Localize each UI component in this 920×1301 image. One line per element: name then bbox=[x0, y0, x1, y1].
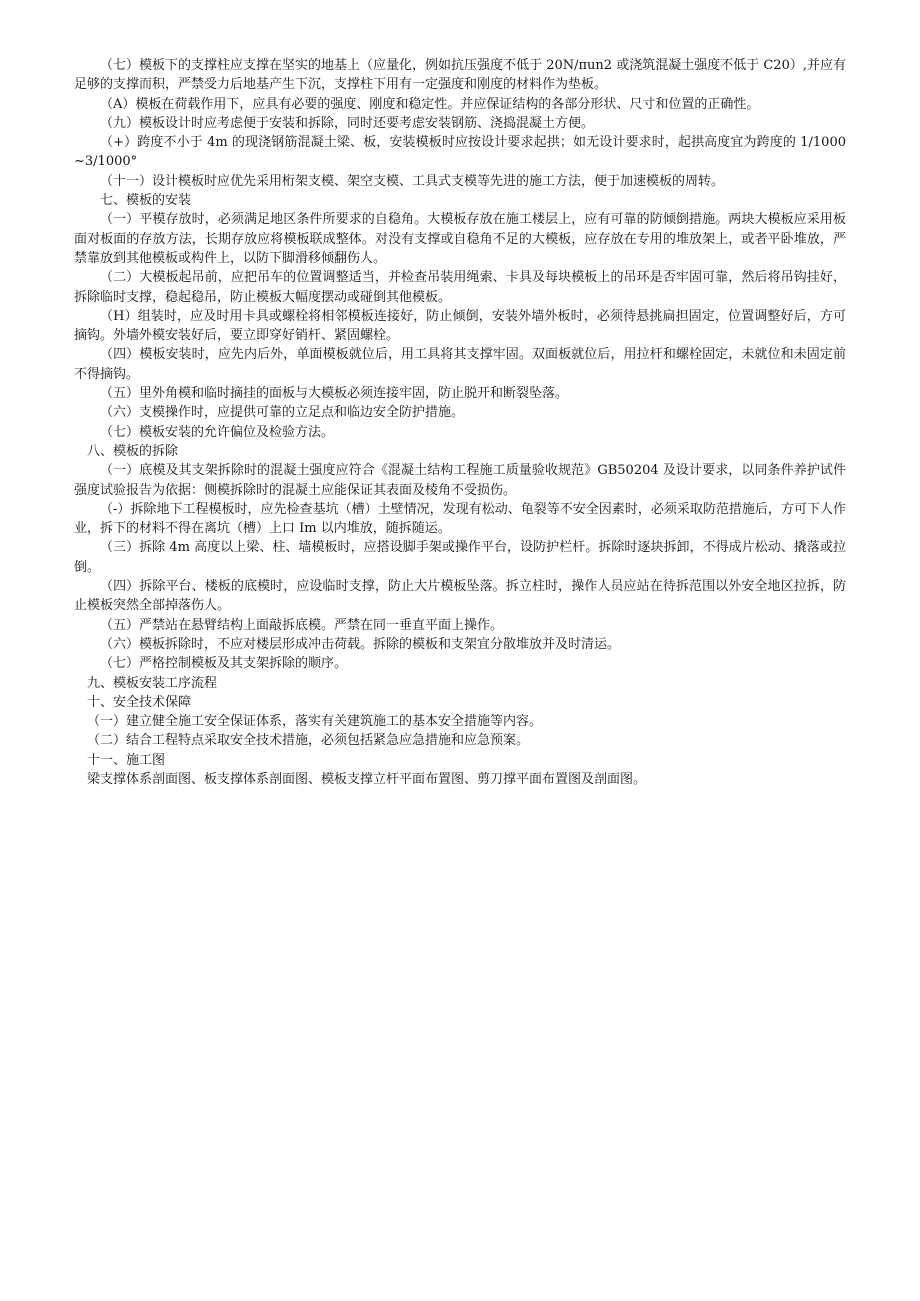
paragraph: （十一）设计模板时应优先采用桁架支模、架空支模、工具式支模等先进的施工方法，便于加速模板的周转。 bbox=[100, 173, 725, 189]
paragraph: （A）模板在荷载作用下，应具有必要的强度、刚度和稳定性。并应保证结构的各部分形状、尺寸和位置的正确性。 bbox=[100, 96, 760, 112]
section-heading: 七、模板的安装 bbox=[100, 193, 192, 209]
section-heading: （二）结合工程特点采取安全技术措施，必须包括紧急应急措施和应急预案。 bbox=[87, 733, 530, 749]
paragraph: （二）大模板起吊前，应把吊车的位置调整适当，并检查吊装用绳索、卡具及每块模板上的吊环是否牢固可靠，然后将吊钩挂好，拆除临时支撑，稳起稳吊，防止模板大幅度摆动或碰倒其他模板。 bbox=[74, 270, 846, 305]
paragraph: （三）拆除 4m 高度以上梁、柱、墙模板时，应搭设脚手架或操作平台，设防护栏杆。拆除时逐块拆卸，不得成片松动、撬落或拉倒。 bbox=[74, 540, 846, 575]
paragraph: （一）平模存放时，必须满足地区条件所要求的自稳角。大模板存放在施工楼层上，应有可靠的防倾倒措施。两块大模板应采用板面对板面的存放方法，长期存放应将模板联成整体。对没有支撑或自稳角不足的大模板，应存放在专用的堆放架上，或者平卧堆放，严禁靠放到其他模板或构件上，以防下脚滑移倾翻伤人。 bbox=[74, 212, 846, 266]
paragraph: （四）拆除平台、楼板的底模时，应设临时支撑，防止大片模板坠落。拆立柱时，操作人员应站在待拆范围以外安全地区拉拆，防止模板突然全部掉落伤人。 bbox=[74, 579, 846, 614]
paragraph: （H）组装时，应及时用卡具或螺栓将相邻模板连接好，防止倾倒，安装外墙外板时，必须待悬挑扁担固定，位置调整好后，方可摘钩。外墙外模安装好后，要立即穿好销杆、紧固螺栓。 bbox=[74, 308, 846, 344]
paragraph: （+）跨度不小于 4m 的现浇钢筋混凝土梁、板，安装模板时应按设计要求起拱；如无设计要求时，起拱高度宜为跨度的 1∕1000~3∕1000° bbox=[74, 135, 846, 170]
paragraph: （六）模板拆除时，不应对楼层形成冲击荷载。拆除的模板和支架宜分散堆放并及时清运。 bbox=[100, 636, 621, 652]
section-heading: 八、模板的拆除 bbox=[87, 443, 179, 459]
section-heading: 十一、施工图 bbox=[87, 752, 166, 768]
section-heading: 梁支撑体系剖面图、板支撑体系剖面图、模板支撑立杆平面布置图、剪刀撑平面布置图及剖面图。 bbox=[87, 771, 647, 787]
paragraph: （七）模板下的支撑柱应支撑在坚实的地基上（应量化，例如抗压强度不低于 20N/πun2 或浇筑混凝土强度不低于 C20）,并应有足够的支撑而积，严禁受力后地基产生下沉，支撑柱下用有一定强度和刚度的材料作为垫板。 bbox=[74, 58, 846, 93]
paragraph: （七）模板安装的允许偏位及检验方法。 bbox=[100, 424, 335, 440]
section-heading: 十、安全技术保障 bbox=[87, 694, 192, 710]
document-body bbox=[74, 56, 846, 789]
paragraph: （七）严格控制模板及其支架拆除的顺序。 bbox=[100, 656, 348, 672]
paragraph: （六）支模操作时，应提供可靠的立足点和临边安全防护措施。 bbox=[100, 405, 465, 421]
paragraph: （-）拆除地下工程模板时，应先检查基坑（槽）土壁情况，发现有松动、龟裂等不安全因素时，必须采取防范措施后，方可下人作业，拆下的材料不得在离坑（槽）上口 Im 以内堆放，随拆随运。 bbox=[74, 501, 846, 537]
paragraph: （五）严禁站在悬臂结构上面敲拆底模。严禁在同一垂直平面上操作。 bbox=[100, 617, 504, 633]
paragraph: （一）底模及其支架拆除时的混凝土强度应符合《混凝土结构工程施工质量验收规范》GB50204 及设计要求，以同条件养护试件强度试验报告为依据：侧模拆除时的混凝土应能保证其表面及棱角不受损伤。 bbox=[74, 463, 846, 498]
paragraph: （四）模板安装时，应先内后外，单面模板就位后，用工具将其支撑牢固。双面板就位后，用拉杆和螺栓固定，未就位和未固定前不得摘钩。 bbox=[74, 347, 846, 382]
paragraph: （五）里外角模和临时摘挂的面板与大模板必须连接牢固，防止脱开和断裂坠落。 bbox=[100, 386, 569, 402]
section-heading: （一）建立健全施工安全保证体系，落实有关建筑施工的基本安全措施等内容。 bbox=[87, 714, 543, 730]
paragraph: （九）模板设计时应考虑便于安装和拆除，同时还要考虑安装钢筋、浇捣混凝土方便。 bbox=[100, 115, 595, 131]
section-heading: 九、模板安装工序流程 bbox=[87, 675, 218, 691]
